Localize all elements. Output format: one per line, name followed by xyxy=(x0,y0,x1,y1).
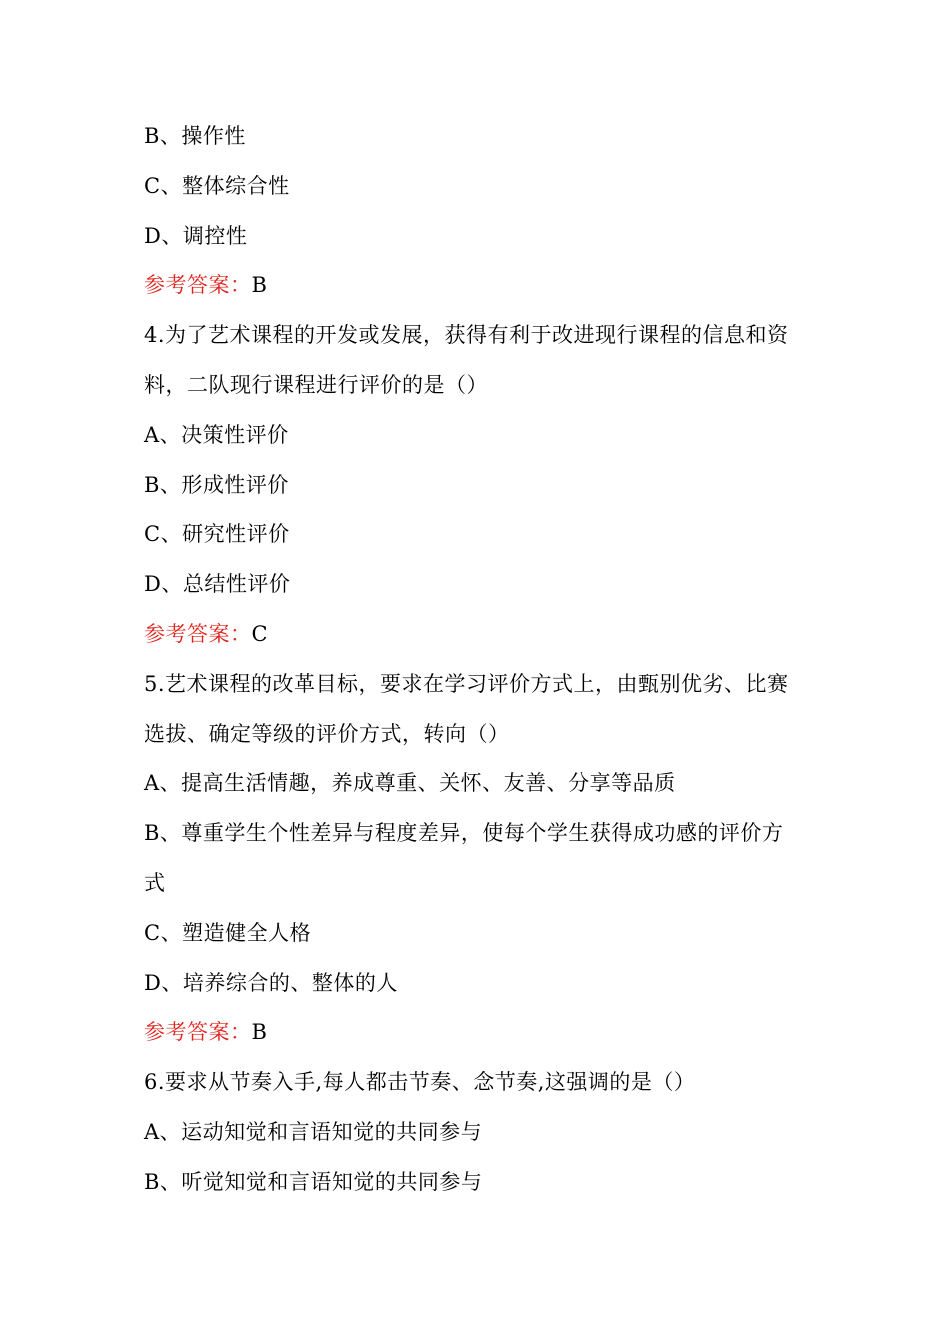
document-content xyxy=(144,112,814,1208)
answer-value: B xyxy=(251,1020,268,1045)
option-line: B、操作性 xyxy=(144,124,246,148)
question-line: 5.艺术课程的改革目标，要求在学习评价方式上，由甄别优劣、比赛 xyxy=(144,671,789,696)
option-line: 式 xyxy=(144,870,166,895)
option-line: A、运动知觉和言语知觉的共同参与 xyxy=(144,1119,483,1144)
question-line: 选拔、确定等级的评价方式，转向（） xyxy=(144,721,510,746)
option-line: B、形成性评价 xyxy=(144,472,289,497)
option-line: C、研究性评价 xyxy=(144,522,290,547)
option-line: D、调控性 xyxy=(144,223,248,248)
answer-line xyxy=(144,1008,814,1058)
answer-label: 参考答案： xyxy=(144,621,252,646)
question-line: 6.要求从节奏入手,每人都击节奏、念节奏,这强调的是（） xyxy=(144,1070,696,1095)
answer-line xyxy=(144,261,814,311)
answer-label: 参考答案： xyxy=(144,273,252,298)
option-line: A、决策性评价 xyxy=(144,422,289,447)
answer-line xyxy=(144,610,814,660)
option-line: A、提高生活情趣，养成尊重、关怀、友善、分享等品质 xyxy=(144,771,676,796)
option-line: D、培养综合的、整体的人 xyxy=(144,970,398,995)
option-line: B、听觉知觉和言语知觉的共同参与 xyxy=(144,1169,483,1194)
question-line: 4.为了艺术课程的开发或发展，获得有利于改进现行课程的信息和资 xyxy=(144,323,789,348)
option-line: C、塑造健全人格 xyxy=(144,920,312,945)
option-line: B、尊重学生个性差异与程度差异，使每个学生获得成功感的评价方 xyxy=(144,821,784,846)
option-line: C、整体综合性 xyxy=(144,173,290,198)
answer-value: C xyxy=(251,621,269,646)
answer-label: 参考答案： xyxy=(144,1020,252,1045)
answer-value: B xyxy=(251,273,268,298)
option-line: D、总结性评价 xyxy=(144,572,291,597)
question-line: 料，二队现行课程进行评价的是（） xyxy=(144,372,488,397)
